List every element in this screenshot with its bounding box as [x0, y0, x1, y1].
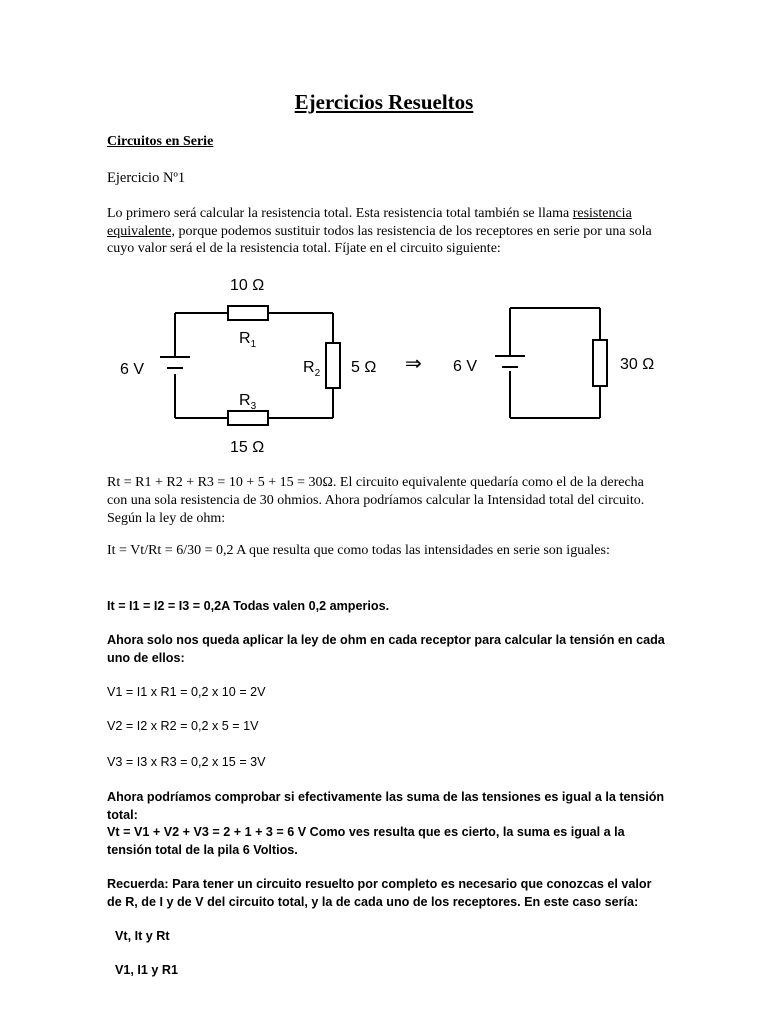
battery-left-label: 6 V — [120, 361, 145, 378]
intro-paragraph — [107, 205, 652, 258]
page-title: Ejercicios Resueltos — [294, 90, 474, 114]
r2-value: 5 Ω — [351, 359, 377, 376]
r3-value: 15 Ω — [230, 439, 265, 456]
exercise-number: Ejercicio Nº1 — [107, 170, 186, 186]
set-total-line: Vt, It y Rt — [115, 929, 170, 943]
set-1-line: V1, I1 y R1 — [115, 963, 179, 977]
apply-ohm-paragraph: Ahora solo nos queda aplicar la ley de ohm en cada receptor para calcular la tensión en cada uno de ellos: — [107, 633, 665, 665]
currents-line: It = I1 = I2 = I3 = 0,2A Todas valen 0,2 amperios. — [107, 599, 390, 613]
v3-equation: V3 = I3 x R3 = 0,2 x 15 = 3V — [107, 755, 266, 769]
resistor-r1 — [228, 306, 268, 320]
r3-label — [239, 392, 257, 412]
r1-subscript: 1 — [250, 339, 257, 350]
r3-subscript: 3 — [250, 401, 257, 412]
intro-underlined-term: resistencia equivalente, — [107, 206, 632, 239]
equivalent-resistance-value: 30 Ω — [620, 356, 655, 373]
battery-left-icon — [160, 357, 190, 368]
resistor-equivalent — [593, 340, 607, 386]
r2-subscript: 2 — [314, 368, 321, 379]
total-resistance-paragraph: Rt = R1 + R2 + R3 = 10 + 5 + 15 = 30Ω. El circuito equivalente quedaría como el de la derecha con una sola resistencia de 30 ohmios. Ahora podríamos calcular la Intensidad total del circuito. Según la ley de ohm: — [107, 475, 645, 526]
battery-right-label: 6 V — [453, 358, 478, 375]
section-heading: Circuitos en Serie — [107, 134, 214, 149]
r1-value: 10 Ω — [230, 277, 265, 294]
vt-paragraph: Vt = V1 + V2 + V3 = 2 + 1 + 3 = 6 V Como ves resulta que es cierto, la suma es igual a la tensión total de la pila 6 Voltios. — [107, 825, 625, 857]
r1-letter: R — [239, 330, 251, 347]
circuit-diagram — [100, 268, 680, 463]
total-current-paragraph: It = Vt/Rt = 6/30 = 0,2 A que resulta que como todas las intensidades en serie son iguales: — [107, 543, 610, 558]
battery-right-icon — [495, 356, 525, 367]
r3-letter: R — [239, 392, 251, 409]
v2-equation: V2 = I2 x R2 = 0,2 x 5 = 1V — [107, 719, 259, 733]
intro-text-part1: Lo primero será calcular la resistencia total. Esta resistencia total también se llama — [107, 206, 573, 221]
r2-label — [303, 359, 321, 379]
resistor-r2 — [326, 343, 340, 388]
check-paragraph: Ahora podríamos comprobar si efectivamente las suma de las tensiones es igual a la tensión total: — [107, 790, 665, 822]
equivalence-arrow-icon: ⇒ — [405, 351, 422, 375]
remember-paragraph: Recuerda: Para tener un circuito resuelto por completo es necesario que conozcas el valor de R, de I y de V del circuito total, y la de cada uno de los receptores. En este caso sería: — [107, 877, 652, 909]
resistor-r3 — [228, 411, 268, 425]
v1-equation: V1 = I1 x R1 = 0,2 x 10 = 2V — [107, 685, 266, 699]
r2-letter: R — [303, 359, 315, 376]
r1-label — [239, 330, 257, 350]
intro-text-part2: porque podemos sustituir todos las resistencia de los receptores en serie por una sola cuyo valor será el de la resistencia total. Fíjate en el circuito siguiente: — [107, 223, 652, 256]
